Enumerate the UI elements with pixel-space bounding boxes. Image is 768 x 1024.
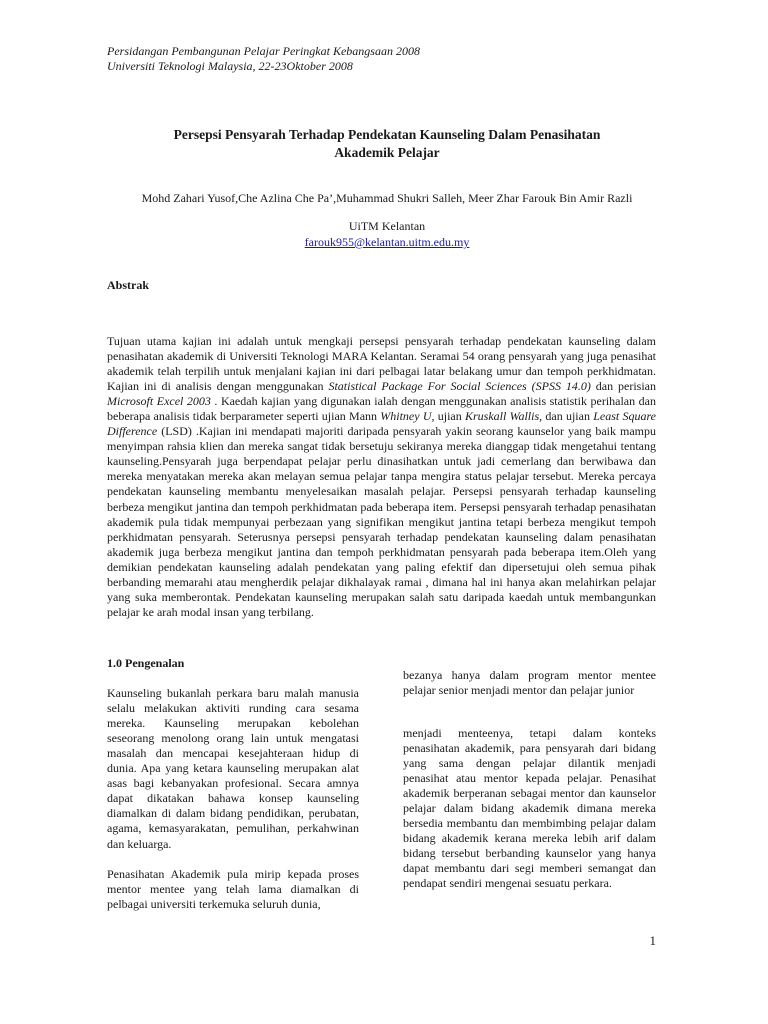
affiliation [107,218,667,250]
right-column-main [403,726,656,907]
conference-header [107,44,667,74]
intro-paragraph-2: Penasihatan Akademik pula mirip kepada proses mentor mentee yang telah lama diamalkan di pelbagai universiti terkemuka seluruh dunia, [107,866,359,911]
abstract-text-4: ujian [434,409,465,424]
abstract-lsd: Least Square Difference [107,409,657,439]
paper-title-line-1: Persepsi Pensyarah Terhadap Pendekatan Kaunseling Dalam Penasihatan [173,127,601,142]
abstract-text-3: . Kaedah kajian yang digunakan ialah dengan menggunakan analisis statistik perihalan dan beberapa analisis tidak berparameter seperti ujian Mann [107,394,656,424]
abstract-spss: Statistical Package For Social Sciences (SPSS 14.0) [328,379,591,394]
abstract-heading: Abstrak [107,278,150,292]
abstract-excel: Microsoft Excel 2003 [107,394,211,409]
paper-title [107,126,667,162]
abstract-text-1: Tujuan utama kajian ini adalah untuk mengkaji persepsi pensyarah terhadap pendekatan kaunseling dalam penasihatan akademik di Universiti Teknologi MARA Kelantan. Seramai 54 orang pensyarah yang juga penasihat akademik telah terpilih untuk menjalani kajian ini dari pelbagai latar belakang umur dan tempoh perkhidmatan. Kajian ini di analisis dengan menggunakan [107,334,656,394]
institution: UiTM Kelantan [348,219,426,233]
author-list: Mohd Zahari Yusof,Che Azlina Che Pa’,Muhammad Shukri Salleh, Meer Zhar Farouk Bin Amir Razli [141,191,633,205]
paper-title-line-2: Akademik Pelajar [334,145,440,160]
abstract-body [107,334,656,620]
abstract-text-5: dan ujian [542,409,594,424]
abstract-text-6: (LSD) .Kajian ini mendapati majoriti daripada pensyarah yakin seorang kaunselor yang baik mampu menyimpan rahsia klien dan mereka sangat tidak bersetuju sekiranya mereka dianggap tidak mengetahui tentang kaunseling.Pensyarah juga berpendapat pelajar perlu dinasihatkan untuk jadi cemerlang dan berwibawa dan mereka menyatakan mereka akan melayan semua pelajar tanpa mengira status pelajar tersebut. Mereka percaya pendekatan kaunseling membantu menyelesaikan masalah pelajar. Persepsi pensyarah terhadap kaunseling berbeza mengikut jantina dan tempoh perkhidmatan pada beberapa item. Persepsi pensyarah terhadap penasihatan akademik pula tidak mempunyai perbezaan yang signifikan mengikut jantina tetapi berbeza mengikut tempoh perkhidmatan pensyarah. Seterusnya persepsi pensyarah terhadap pendekatan kaunseling dalam penasihatan akademik juga berbeza mengikut jantina dan tempoh perkhidmatan pensyarah pada beberapa item.Oleh yang demikian pendekatan kaunseling adalah pendekatan yang paling efektif dan dipersetujui oleh semua pihak berbanding memarahi atau mengherdik pelajar dikhalayak ramai , dimana hal ini hanya akan melahirkan pelajar yang suka memberontak. Pendekatan kaunseling merupakan salah satu daripada kaedah untuk membangunkan pelajar ke arah modal insan yang terbilang. [107,424,656,619]
right-paragraph-2: menjadi menteenya, tetapi dalam konteks penasihatan akademik, para pensyarah dari bidang yang sama dengan pelajar dilantik menjadi penasihat atau mentor kepada pelajar. Penasihat akademik berperanan sebagai mentor dan kaunselor pelajar dalam bidang akademik dimana mereka bersedia membantu dan membimbing pelajar dalam bidang akademik kerana mereka lebih arif dalam bidang tersebut berbanding kaunselor yang hanya dapat membantu dari segi memberi semangat dan pendapat sendiri mengenai sesuatu perkara. [403,726,656,891]
section-heading-intro: 1.0 Pengenalan [107,656,185,670]
abstract-whitney: Whitney U, [380,409,435,424]
intro-paragraph-1: Kaunseling bukanlah perkara baru malah manusia selalu melakukan aktiviti runding cara sesama mereka. Kaunseling merupakan kebolehan seseorang menolong orang lain untuk mengatasi masalah dan mencapai kesejahteraan hidup di dunia. Apa yang ketara kaunseling merupakan alat asas bagi kebanyakan profesional. Secara amnya dapat dikatakan bahawa konsep kaunseling diamalkan di dalam bidang pendidikan, perubatan, agama, kemasyarakatan, pemulihan, perkahwinan dan keluarga. [107,686,359,851]
abstract-text-2: dan perisian [590,379,656,394]
conference-name: Persidangan Pembangunan Pelajar Peringkat Kebangsaan 2008 [107,44,420,58]
page-number: 1 [649,933,656,948]
abstract-kruskal: Kruskall Wallis, [464,409,543,424]
right-paragraph-1: bezanya hanya dalam program mentor mentee pelajar senior menjadi mentor dan pelajar junior [403,668,656,698]
right-column-top [403,668,656,713]
left-column [107,656,359,927]
conference-venue-date: Universiti Teknologi Malaysia, 22-23Oktober 2008 [107,59,353,73]
email-link[interactable]: farouk955@kelantan.uitm.edu.my [304,235,470,249]
